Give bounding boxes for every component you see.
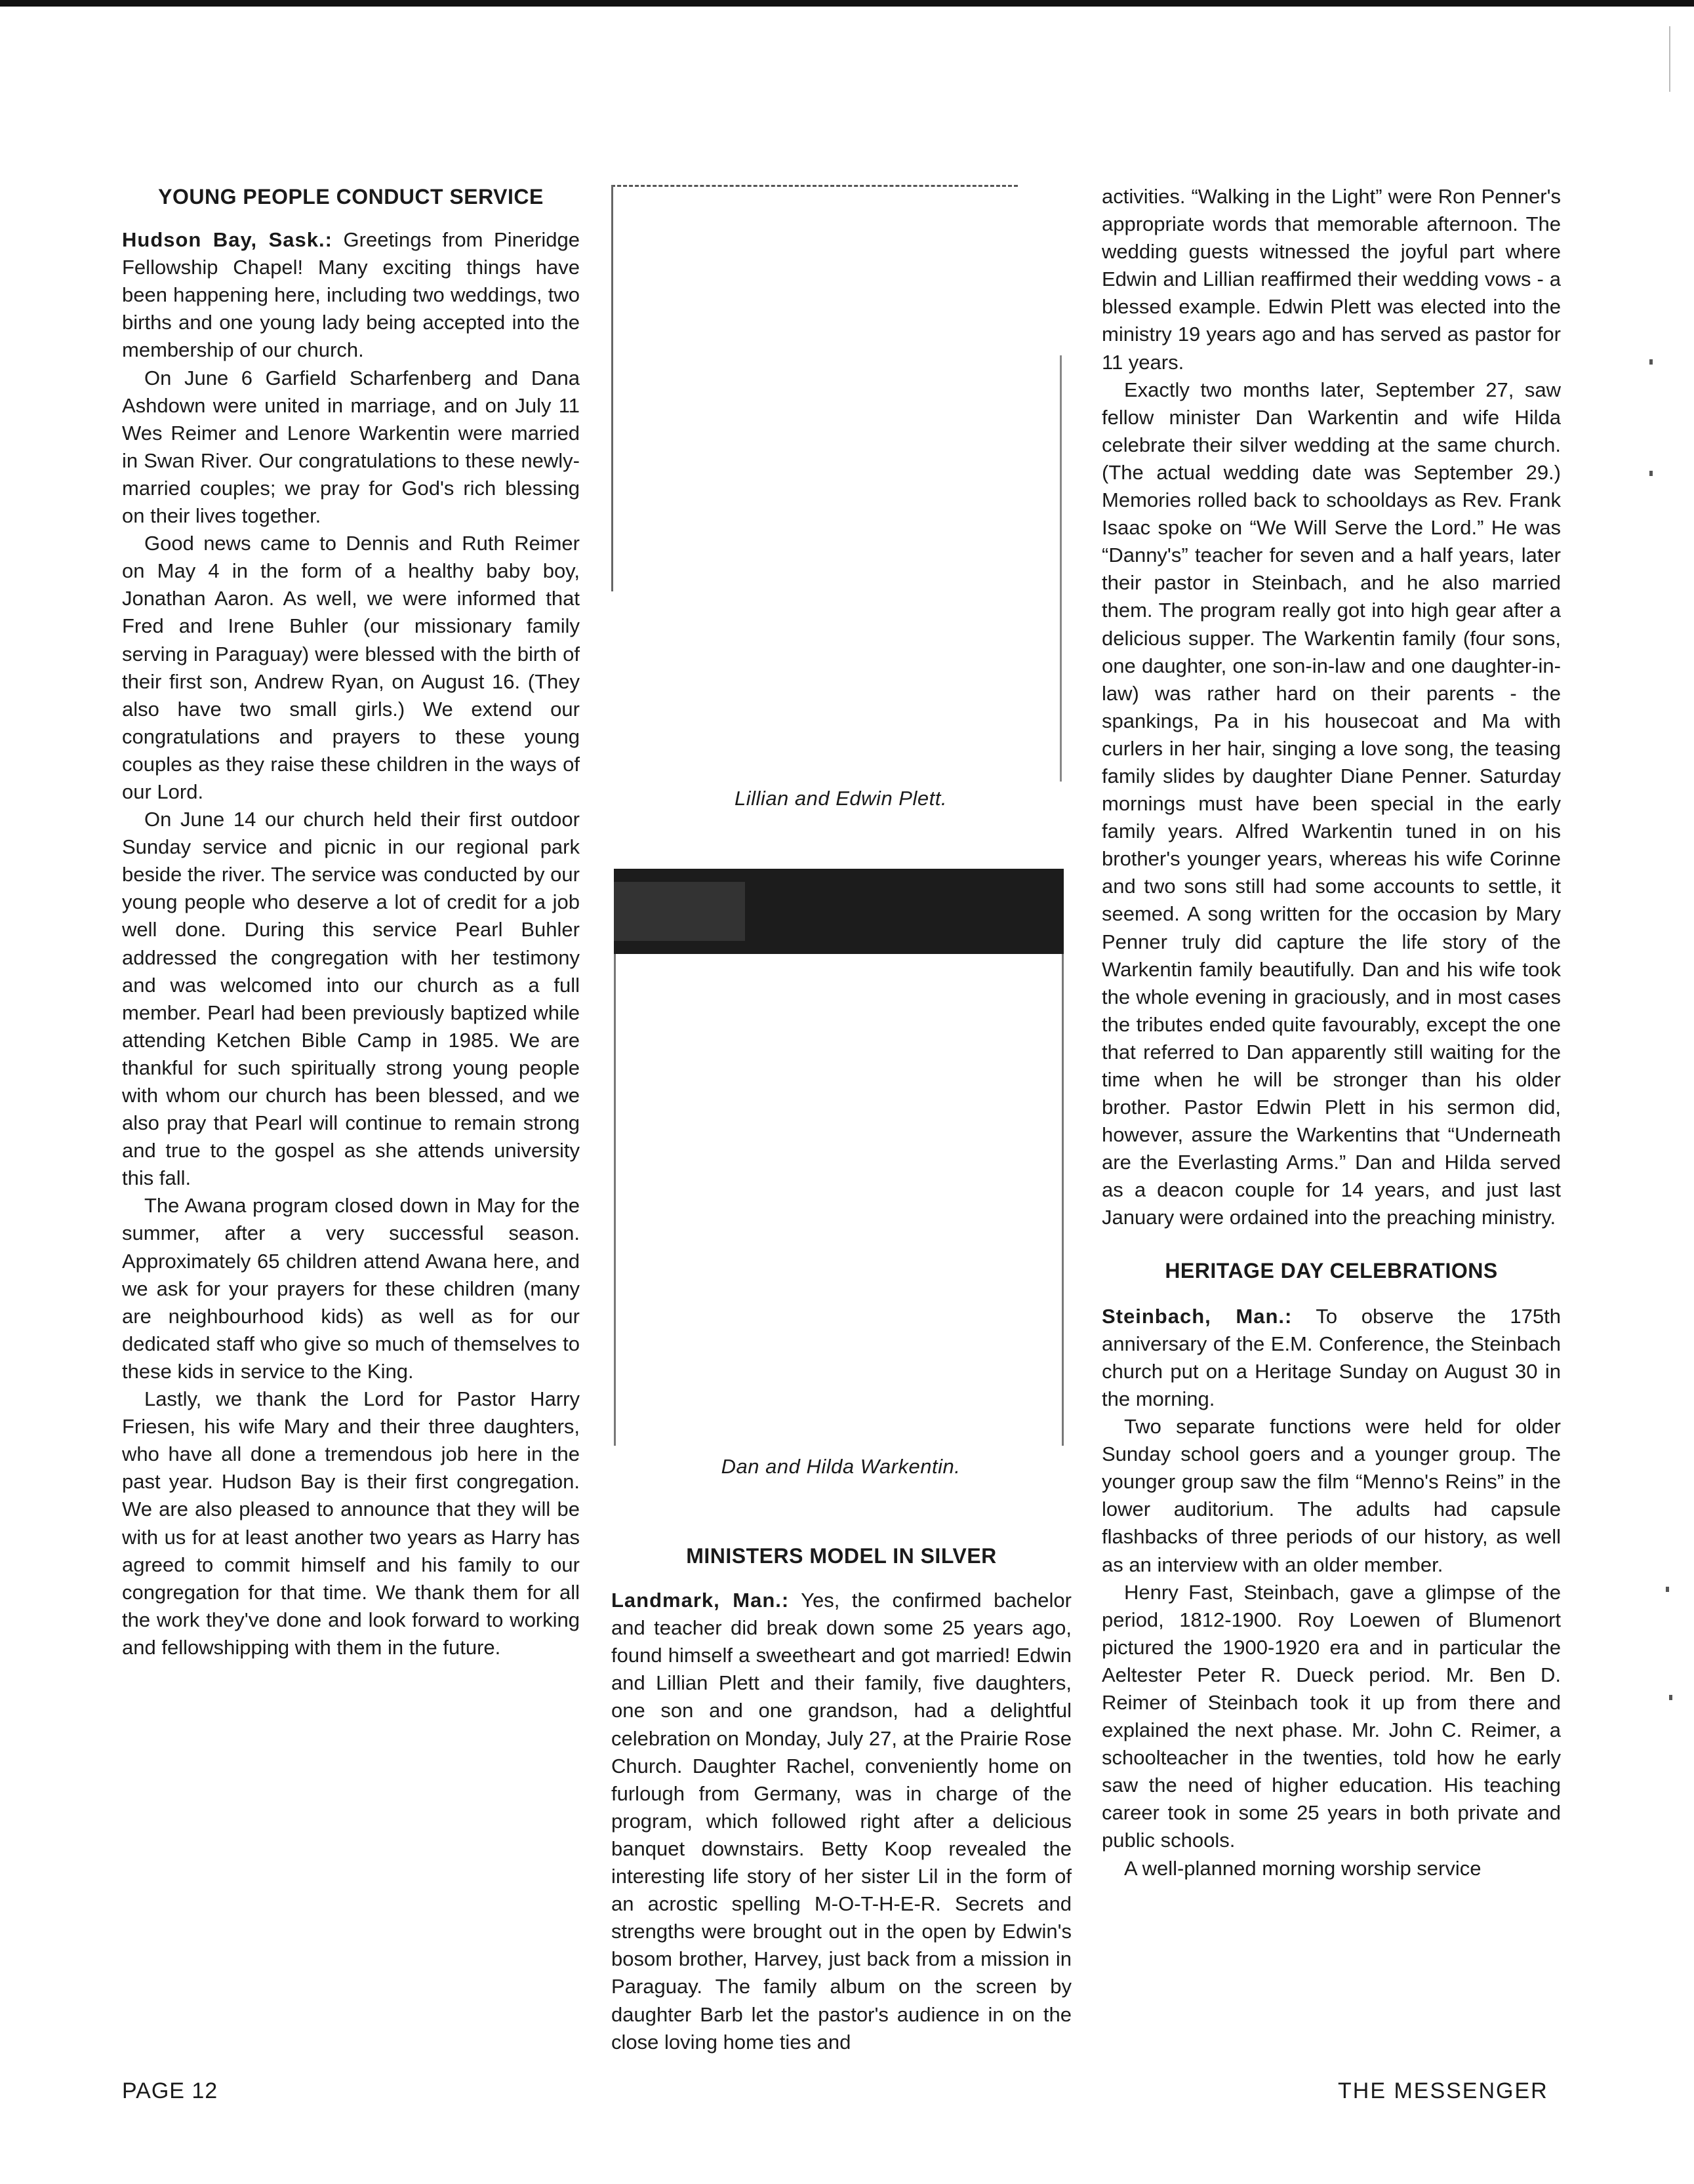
article-paragraph: Lastly, we thank the Lord for Pastor Harry Friesen, his wife Mary and their three daughters, who have all done a tremendous job here in the past year. Hudson Bay is their first congregation. We are also pleased to announce that they will be with us for at least another two years as Harry has agreed to commit himself and his family to our congregation for that time. We thank them for all the work they've done and look forward to working and fellowshipping with them in the future.	[122, 1387, 580, 1659]
photo-border-left	[611, 185, 613, 591]
article-paragraph: A well-planned morning worship service	[1124, 1856, 1482, 1880]
article-paragraph: activities. “Walking in the Light” were Ron Penner's appropriate words that memorable afternoon. The wedding guests witnessed the joyful part where Edwin and Lillian reaffirmed their wedding vows - a blessed example. Edwin Plett was elected into the ministry 19 years ago and has served as pastor for 11 years.	[1102, 185, 1561, 374]
photo-border-right	[1062, 954, 1064, 1446]
article-paragraph: The Awana program closed down in May for the summer, after a very successful season. Approximately 65 children attend Awana here, and we ask for your prayers for these children (many are neighbourhood kids) as well as for our dedicated staff who give so much of themselves to these kids in service to the King.	[122, 1194, 580, 1383]
margin-speck	[1669, 1695, 1672, 1700]
photo-caption: Dan and Hilda Warkentin.	[721, 1455, 961, 1478]
article-paragraph: On June 6 Garfield Scharfenberg and Dana Ashdown were united in marriage, and on July 11 Wes Reimer and Lenore Warkentin were married in Swan River. Our congratulations to these newly-married couples; we pray for God's rich blessing on their lives together.	[122, 366, 580, 528]
dateline: Landmark, Man.:	[611, 1589, 790, 1612]
photo-border-left	[614, 954, 616, 1446]
publication-name: THE MESSENGER	[1338, 2078, 1548, 2103]
paragraph-text: Greetings from Pineridge Fellowship Chapel! Many exciting things have been happening here, including two weddings, two births and one young lady being accepted into the membership of our church.	[122, 228, 580, 362]
article-paragraph	[1102, 1303, 1561, 1413]
right-edge-mark	[1669, 26, 1670, 92]
article-young-people	[122, 183, 580, 1661]
photo-caption: Lillian and Edwin Plett.	[735, 787, 947, 810]
top-border	[0, 0, 1694, 7]
article-heading: YOUNG PEOPLE CONDUCT SERVICE	[158, 185, 544, 208]
article-paragraph: Good news came to Dennis and Ruth Reimer on May 4 in the form of a healthy baby boy, Jonathan Aaron. As well, we were informed that Fred and Irene Buhler (our missionary family serving in Paraguay) were blessed with the birth of their first son, Andrew Ryan, on August 16. (They also have two small girls.) We extend our congratulations and prayers to these young couples as they raise these children in the ways of our Lord.	[122, 532, 580, 803]
margin-speck	[1649, 359, 1653, 365]
dateline: Steinbach, Man.:	[1102, 1304, 1293, 1328]
article-paragraph: On June 14 our church held their first outdoor Sunday service and picnic in our regional park beside the river. The service was conducted by our young people who deserve a lot of credit for a job well done. During this service Pearl Buhler addressed the congregation with her testimony and was welcomed into our church as a full member. Pearl had been previously baptized while attending Ketchen Bible Camp in 1985. We are thankful for such spiritually strong young people with whom our church has been blessed, and we also pray that Pearl will continue to remain strong and true to the gospel as she attends university this fall.	[122, 808, 580, 1190]
article-paragraph	[122, 226, 580, 364]
photo-plett	[611, 185, 1062, 782]
article-ministers-silver	[611, 1542, 1072, 2056]
article-paragraph	[611, 1587, 1072, 2056]
page-number: PAGE 12	[122, 2078, 218, 2103]
article-heading: MINISTERS MODEL IN SILVER	[686, 1544, 997, 1568]
article-paragraph: Henry Fast, Steinbach, gave a glimpse of the period, 1812-1900. Roy Loewen of Blumenort pictured the 1900-1920 era and in particular the Aeltester Peter R. Dueck period. Mr. Ben D. Reimer of Steinbach took it up from there and explained the next phase. Mr. John C. Reimer, a schoolteacher in the twenties, told how he early saw the need of higher education. His teaching career took in some 25 years in both private and public schools.	[1102, 1580, 1561, 1852]
photo-border-top	[611, 185, 1018, 187]
article-heading: HERITAGE DAY CELEBRATIONS	[1165, 1258, 1498, 1282]
photo-border-right	[1060, 355, 1062, 782]
photo-texture	[614, 882, 745, 941]
paragraph-text: To observe the 175th anniversary of the E.M. Conference, the Steinbach church put on a Heritage Sunday on August 30 in the morning.	[1102, 1304, 1561, 1410]
photo-warkentin	[614, 869, 1064, 1446]
photo-dark-band	[614, 869, 1064, 954]
dateline: Hudson Bay, Sask.:	[122, 228, 333, 252]
margin-speck	[1666, 1587, 1669, 1592]
margin-speck	[1649, 471, 1653, 476]
article-paragraph: Two separate functions were held for older Sunday school goers and a younger group. The younger group saw the film “Menno's Reins” in the lower auditorium. The adults had capsule flashbacks of three periods of our history, as well as an interview with an older member.	[1102, 1415, 1561, 1576]
paragraph-text: Yes, the confirmed bachelor and teacher did break down some 25 years ago, found himself a sweetheart and got married! Edwin and Lillian Plett and their family, five daughters, one son and one grandson, had a delightful celebration on Monday, July 27, at the Prairie Rose Church. Daughter Rachel, conveniently home on furlough from Germany, was in charge of the program, which followed right after a delicious banquet downstairs. Betty Koop revealed the interesting life story of her sister Lil in the form of an acrostic spelling M-O-T-H-E-R. Secrets and strengths were brought out in the open by Edwin's bosom brother, Harvey, just back from a mission in Paraguay. The family album on the screen by daughter Barb let the pastor's audience in on the close loving home ties and	[611, 1589, 1072, 2054]
article-continued	[1102, 183, 1561, 1882]
article-paragraph: Exactly two months later, September 27, saw fellow minister Dan Warkentin and wife Hilda celebrate their silver wedding at the same church. (The actual wedding date was September 29.) Memories rolled back to schooldays as Rev. Frank Isaac spoke on “We Will Serve the Lord.” He was “Danny's” teacher for seven and a half years, later their pastor in Steinbach, and he also married them. The program really got into high gear after a delicious supper. The Warkentin family (four sons, one daughter, one son-in-law and one daughter-in-law) was rather hard on their parents - the spankings, Pa in his housecoat and Ma with curlers in her hair, singing a love song, the teasing family slides by daughter Diane Penner. Saturday mornings must have been special in the early family years. Alfred Warkentin tuned in on his brother's younger years, whereas his wife Corinne and two sons still had some accounts to settle, it seemed. A song written for the occasion by Mary Penner truly did capture the life story of the Warkentin family beautifully. Dan and his wife took the whole evening in graciously, and in most cases the tributes ended quite favourably, except the one that referred to Dan apparently still waiting for the time when he will be stronger than his older brother. Pastor Edwin Plett in his sermon did, however, assure the Warkentins that “Underneath are the Everlasting Arms.” Dan and Hilda served as a deacon couple for 14 years, and just last January were ordained into the preaching ministry.	[1102, 378, 1561, 1229]
